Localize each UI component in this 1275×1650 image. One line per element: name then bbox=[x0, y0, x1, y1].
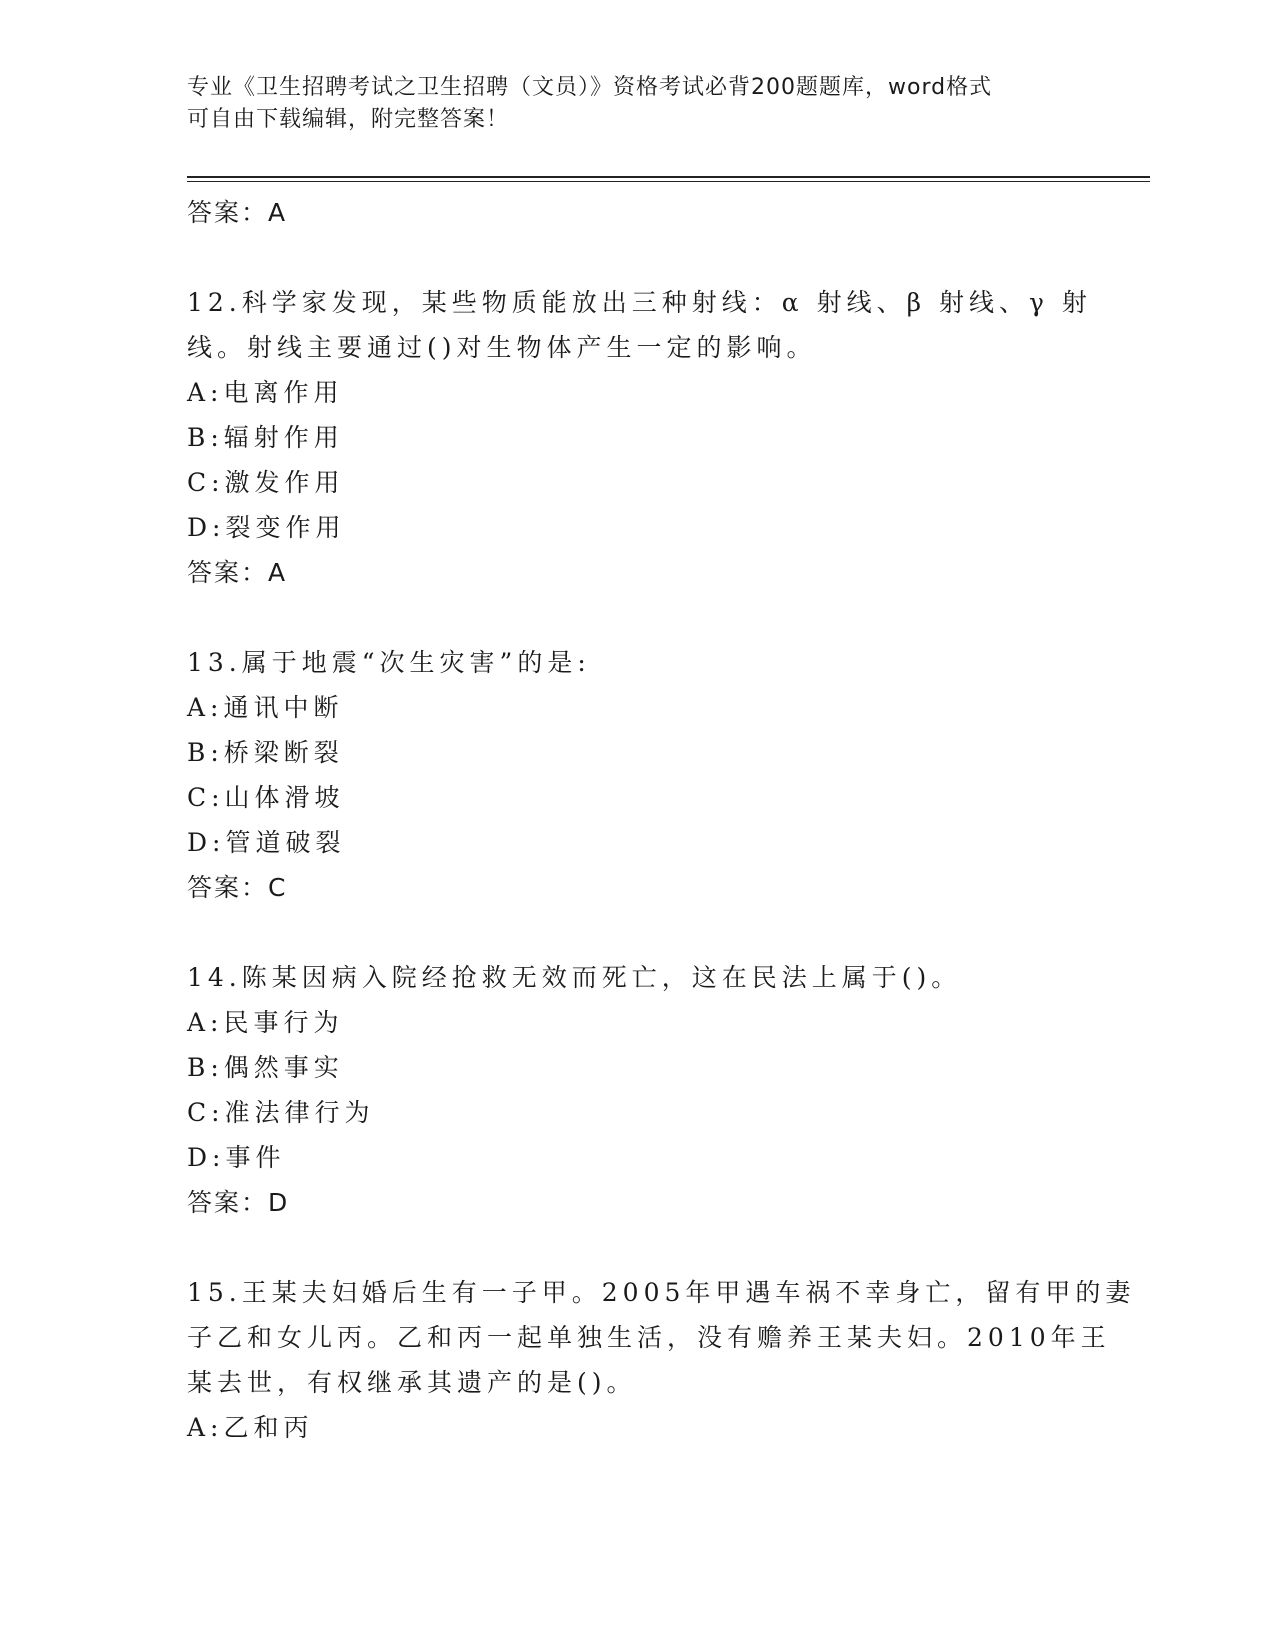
question-list bbox=[187, 190, 1136, 1450]
answer: 答案：A bbox=[187, 558, 288, 587]
spacer bbox=[187, 235, 1087, 280]
header-rule-thin bbox=[187, 181, 1150, 182]
option-c: C:准法律行为 bbox=[187, 1098, 375, 1127]
question-text: 15.王某夫妇婚后生有一子甲。2005年甲遇车祸不幸身亡，留有甲的妻 bbox=[187, 1278, 1136, 1307]
question-text: 某去世，有权继承其遗产的是()。 bbox=[187, 1368, 637, 1397]
question-12 bbox=[187, 280, 1092, 595]
spacer bbox=[187, 595, 1087, 640]
question-13 bbox=[187, 640, 1087, 910]
header-rule-thick bbox=[187, 176, 1150, 178]
option-d: D:裂变作用 bbox=[187, 513, 346, 542]
option-d: D:管道破裂 bbox=[187, 828, 346, 857]
question-text: 子乙和女儿丙。乙和丙一起单独生活，没有赡养王某夫妇。2010年王 bbox=[187, 1323, 1111, 1352]
option-b: B:桥梁断裂 bbox=[187, 738, 344, 767]
option-a: A:乙和丙 bbox=[187, 1413, 314, 1442]
spacer bbox=[187, 1225, 1087, 1270]
option-c: C:激发作用 bbox=[187, 468, 345, 497]
option-d: D:事件 bbox=[187, 1143, 286, 1172]
question-15 bbox=[187, 1270, 1136, 1450]
option-b: B:辐射作用 bbox=[187, 423, 344, 452]
answer: 答案：D bbox=[187, 1188, 290, 1217]
question-text: 线。射线主要通过()对生物体产生一定的影响。 bbox=[187, 333, 817, 362]
question-text: 14.陈某因病入院经抢救无效而死亡，这在民法上属于()。 bbox=[187, 963, 962, 992]
previous-answer: 答案：A bbox=[187, 198, 288, 227]
option-b: B:偶然事实 bbox=[187, 1053, 344, 1082]
header-line-2: 可自由下载编辑，附完整答案！ bbox=[187, 107, 510, 132]
document-header bbox=[187, 72, 1087, 136]
question-text: 12.科学家发现，某些物质能放出三种射线：α 射线、β 射线、γ 射 bbox=[187, 288, 1092, 317]
option-a: A:电离作用 bbox=[187, 378, 344, 407]
option-a: A:通讯中断 bbox=[187, 693, 344, 722]
header-line-1: 专业《卫生招聘考试之卫生招聘（文员）》资格考试必背200题题库，word格式 bbox=[187, 75, 993, 100]
answer: 答案：C bbox=[187, 873, 288, 902]
option-a: A:民事行为 bbox=[187, 1008, 344, 1037]
question-text: 13.属于地震“次生灾害”的是: bbox=[187, 648, 591, 677]
question-14 bbox=[187, 955, 1087, 1225]
spacer bbox=[187, 910, 1087, 955]
option-c: C:山体滑坡 bbox=[187, 783, 345, 812]
